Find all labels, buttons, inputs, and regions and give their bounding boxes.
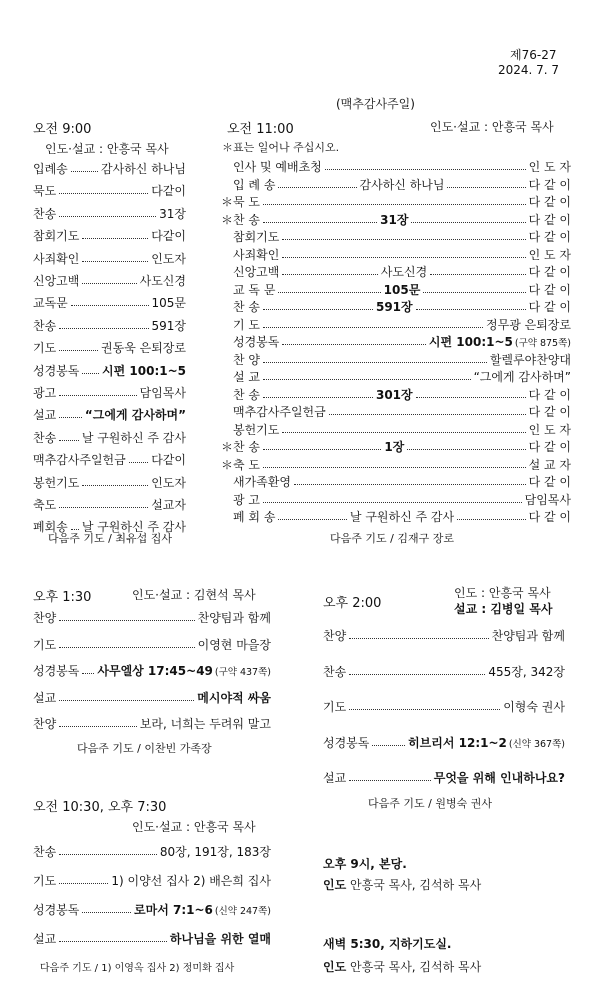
dot-leader [282, 257, 525, 258]
dot-leader [407, 449, 525, 450]
order-row [33, 227, 186, 244]
order-row [233, 351, 571, 368]
order-item-label: 인사 및 예배초청 [233, 160, 322, 174]
service-9am-leader: 인도·설교 : 안흥국 목사 [45, 142, 169, 156]
order-row [33, 317, 186, 334]
order-row [233, 158, 571, 175]
order-row [33, 182, 186, 199]
dot-leader [263, 327, 483, 328]
order-item-value: 담임목사 [524, 492, 571, 507]
service-1030am-time: 오전 10:30, 오후 7:30 [33, 800, 167, 815]
order-item-value: 다 같 이 [528, 300, 571, 314]
order-row [33, 496, 186, 513]
order-row [33, 384, 186, 401]
order-row [233, 246, 571, 263]
order-item-label: 폐 회 송 [233, 510, 276, 524]
service-2pm-time: 오후 2:00 [323, 596, 382, 611]
order-row [33, 362, 186, 379]
dot-leader [263, 467, 526, 468]
dot-leader [282, 344, 426, 345]
order-item-label: 기도 [33, 341, 57, 356]
order-item-value: 정무광 은퇴장로 [486, 317, 571, 332]
dot-leader [278, 187, 356, 188]
order-row [33, 160, 186, 177]
order-row [33, 901, 271, 918]
dot-leader [349, 709, 500, 710]
dot-leader [59, 328, 148, 329]
dot-leader [263, 379, 471, 380]
order-row [233, 316, 571, 333]
order-item-value: 감사하신 하나님 [101, 162, 186, 176]
dot-leader [263, 222, 377, 223]
order-item-label: 성경봉독 [33, 903, 80, 917]
order-row [33, 406, 186, 423]
order-item-label: 찬송 [33, 318, 57, 333]
service-dawn-leader-names: 안흥국 목사, 김석하 목사 [350, 960, 482, 974]
order-item-value: 하나님을 위한 열매 [169, 932, 271, 946]
order-row [33, 636, 271, 653]
order-row [323, 734, 565, 751]
bulletin-date: 2024. 7. 7 [498, 63, 560, 77]
order-item-value: 105문 [151, 296, 186, 311]
order-item-value: 80장, 191장, 183장 [159, 845, 271, 859]
dot-leader [349, 674, 485, 675]
order-item-label: 참회기도 [33, 229, 80, 244]
order-row [233, 368, 571, 385]
standing-marker: ＊ [221, 212, 234, 227]
order-row [221, 193, 571, 210]
order-row [233, 403, 571, 420]
order-item-value: 이영현 마을장 [197, 637, 271, 652]
order-item-value: 다 같 이 [528, 282, 571, 297]
dot-leader [430, 274, 525, 275]
order-row [233, 333, 571, 350]
dot-leader [447, 187, 525, 188]
order-item-label: 성경봉독 [33, 664, 80, 678]
order-row [33, 294, 186, 311]
dot-leader [263, 309, 373, 310]
dot-leader [59, 700, 194, 701]
order-row [233, 508, 571, 525]
service-9am-next-prayer: 다음주 기도 / 최유섭 집사 [48, 532, 172, 545]
order-item-value: 설 교 자 [528, 457, 571, 472]
order-item-label: 교 독 문 [233, 282, 276, 297]
dot-leader [282, 274, 377, 275]
dot-leader [282, 432, 525, 433]
order-row [33, 930, 271, 947]
dot-leader [263, 449, 381, 450]
dot-leader [82, 673, 94, 674]
dot-leader [59, 193, 148, 194]
dot-leader [263, 502, 522, 503]
standing-note: ＊표는 일어나 주십시오. [222, 141, 340, 154]
dot-leader [59, 507, 148, 508]
dot-leader [294, 484, 526, 485]
occasion-title: (맥추감사주일) [336, 97, 415, 111]
order-item-value: 시편 100:1~5 [102, 363, 186, 378]
dot-leader [82, 912, 131, 913]
dot-leader [282, 239, 525, 240]
order-item-label: 찬 송 [233, 440, 260, 454]
order-item-detail: 날 구원하신 주 감사 [349, 510, 455, 524]
order-item-detail: 1장 [384, 440, 405, 454]
dot-leader [59, 941, 167, 942]
standing-marker: ＊ [221, 440, 234, 454]
order-item-value: 할렐루야찬양대 [489, 352, 571, 367]
order-item-value: 인 도 자 [528, 160, 571, 174]
order-row [233, 491, 571, 508]
order-item-value: 담임목사 [139, 386, 186, 400]
order-item-value: 날 구원하신 주 감사 [81, 430, 186, 445]
service-1030am-leader: 인도·설교 : 안흥국 목사 [132, 820, 256, 834]
order-item-value: 시편 100:1~5 [428, 335, 513, 349]
service-dawn-leaders [323, 958, 481, 975]
order-item-label: 폐회송 [33, 520, 68, 535]
order-row [233, 421, 571, 438]
dot-leader [82, 373, 99, 374]
order-item-value: 31장 [159, 206, 186, 221]
dot-leader [59, 417, 82, 418]
order-row [233, 298, 571, 315]
order-item-value: 설교자 [151, 498, 186, 512]
order-row [323, 663, 565, 680]
order-item-value: “그에게 감사하며” [473, 370, 571, 384]
order-row [221, 438, 572, 455]
dot-leader [82, 283, 136, 284]
order-item-label: 설교 [33, 408, 57, 423]
order-item-label: 찬양 [323, 629, 347, 643]
order-row [33, 715, 271, 732]
order-item-label: 신앙고백 [33, 274, 80, 288]
order-item-value: 591장 [151, 318, 186, 333]
service-2pm-next-prayer: 다음주 기도 / 원병숙 권사 [368, 797, 492, 810]
order-item-label: 교독문 [33, 296, 68, 311]
dot-leader [278, 519, 347, 520]
order-row [33, 272, 186, 289]
order-item-value: 다같이 [151, 453, 186, 468]
service-11am-next-prayer: 다음주 기도 / 김재구 장로 [330, 532, 454, 545]
dot-leader [59, 647, 194, 648]
order-item-label: 성경봉독 [233, 335, 280, 349]
service-2pm-leader: 인도 : 안흥국 목사 [454, 586, 551, 600]
order-item-value: 권동욱 은퇴장로 [101, 341, 186, 356]
order-row [233, 281, 571, 298]
dot-leader [349, 780, 431, 781]
order-row [33, 451, 186, 468]
service-9pm-title: 오후 9시, 본당. [323, 857, 407, 871]
order-item-label: 입례송 [33, 162, 68, 176]
order-row [323, 627, 565, 644]
order-item-label: 입 례 송 [233, 177, 276, 192]
order-item-label: 찬송 [33, 206, 57, 221]
order-row [33, 474, 186, 491]
dot-leader [59, 350, 98, 351]
order-item-value: 날 구원하신 주 감사 [81, 520, 186, 535]
order-item-detail: 105문 [383, 282, 421, 297]
order-item-value: 로마서 7:1~6 [134, 903, 213, 917]
order-row [33, 843, 271, 860]
order-item-value: 인도자 [151, 475, 186, 490]
order-item-label: 묵도 [33, 184, 57, 199]
order-item-value: 다 같 이 [528, 440, 572, 454]
dot-leader [278, 292, 380, 293]
dot-leader [457, 519, 526, 520]
order-item-label: 설교 [33, 690, 57, 705]
order-item-label: 찬 송 [233, 300, 260, 314]
order-row [233, 473, 571, 490]
order-row [33, 429, 186, 446]
order-item-detail: 301장 [375, 387, 413, 402]
order-item-value: 인도자 [151, 251, 186, 266]
standing-marker: ＊ [221, 457, 234, 472]
order-item-label: 찬송 [323, 664, 347, 679]
dot-leader [416, 309, 526, 310]
order-row [221, 211, 572, 228]
order-item-label: 성경봉독 [33, 363, 80, 378]
dot-leader [59, 395, 136, 396]
order-item-value: 1) 이양선 집사 2) 배은희 집사 [111, 874, 271, 888]
service-9pm-leader-label: 인도 [323, 878, 347, 892]
order-item-label: 사죄확인 [233, 247, 280, 262]
dot-leader [129, 462, 148, 463]
order-row [33, 662, 271, 679]
dot-leader [372, 745, 405, 746]
order-item-value: 다 같 이 [528, 212, 572, 227]
order-item-value: 다 같 이 [528, 475, 571, 489]
order-item-label: 신앙고백 [233, 265, 280, 279]
order-item-value: 히브리서 12:1~2 [408, 735, 507, 750]
order-item-label: 찬 송 [233, 387, 260, 402]
service-11am-time: 오전 11:00 [227, 122, 294, 137]
order-row [33, 872, 271, 889]
order-row [323, 769, 565, 786]
order-item-label: 기도 [323, 700, 347, 714]
service-130pm-next-prayer: 다음주 기도 / 이찬빈 가족장 [77, 742, 212, 755]
dot-leader [263, 204, 526, 205]
order-item-label: 참회기도 [233, 230, 280, 244]
order-item-value: 사무엘상 17:45~49 [97, 664, 213, 678]
order-item-label: 광고 [33, 386, 57, 400]
order-item-label: 설 교 [233, 370, 260, 384]
order-item-value: 455장, 342장 [488, 664, 565, 679]
order-item-label: 찬 송 [233, 212, 260, 227]
service-9pm-leaders [323, 876, 481, 893]
service-9pm-leader-names: 안흥국 목사, 김석하 목사 [350, 878, 482, 892]
dot-leader [82, 261, 148, 262]
order-item-value: 다 같 이 [528, 510, 571, 524]
order-item-value: 사도신경 [139, 274, 186, 288]
order-item-label: 찬 양 [233, 352, 260, 367]
order-item-label: 기 도 [233, 317, 260, 332]
dot-leader [423, 292, 525, 293]
scripture-page: (신약 367쪽) [508, 738, 565, 750]
scripture-page: (신약 247쪽) [214, 906, 271, 917]
order-item-label: 설교 [323, 771, 347, 785]
order-item-value: 인 도 자 [528, 247, 571, 262]
order-item-value: 다 같 이 [528, 265, 571, 279]
order-row [33, 689, 271, 706]
dot-leader [416, 397, 526, 398]
order-item-value: 다같이 [151, 184, 186, 199]
order-item-label: 기도 [33, 637, 57, 652]
order-item-value: 찬양팀과 함께 [491, 629, 565, 643]
order-item-value: 찬양팀과 함께 [197, 611, 271, 625]
order-item-label: 찬송 [33, 430, 57, 445]
service-9am-time: 오전 9:00 [33, 122, 92, 137]
order-row [33, 339, 186, 356]
service-1030am-next-prayer: 다음주 기도 / 1) 이영옥 집사 2) 정미화 집사 [40, 963, 235, 974]
order-row [233, 263, 571, 280]
standing-marker: ＊ [221, 195, 234, 209]
dot-leader [329, 414, 526, 415]
order-item-label: 사죄확인 [33, 251, 80, 266]
dot-leader [71, 305, 149, 306]
order-item-label: 설교 [33, 932, 57, 946]
order-item-label: 묵 도 [233, 195, 260, 209]
dot-leader [411, 222, 525, 223]
order-row [33, 205, 186, 222]
order-row [221, 456, 571, 473]
order-item-label: 봉헌기도 [233, 422, 280, 437]
order-item-value: 다 같 이 [528, 230, 571, 244]
order-item-label: 새가족환영 [233, 475, 291, 489]
order-item-value: 보라, 너희는 두려워 말고 [139, 717, 271, 731]
order-item-detail: 감사하신 하나님 [359, 177, 445, 192]
order-row [233, 386, 571, 403]
dot-leader [59, 620, 194, 621]
service-130pm-time: 오후 1:30 [33, 590, 92, 605]
order-item-label: 찬양 [33, 717, 57, 731]
order-row [233, 228, 571, 245]
order-item-label: 찬양 [33, 611, 57, 625]
dot-leader [59, 216, 156, 217]
service-2pm-preacher: 설교 : 김병일 목사 [454, 602, 553, 616]
order-item-value: 다 같 이 [528, 195, 571, 209]
order-row [33, 609, 271, 626]
order-item-value: 이형숙 권사 [503, 700, 565, 714]
dot-leader [263, 362, 487, 363]
order-item-label: 축 도 [233, 457, 260, 472]
order-row [233, 176, 571, 193]
dot-leader [82, 238, 148, 239]
order-item-label: 기도 [33, 874, 57, 888]
order-item-label: 맥추감사주일헌금 [33, 453, 126, 468]
service-130pm-leader: 인도·설교 : 김현석 목사 [132, 588, 256, 602]
dot-leader [325, 169, 526, 170]
order-item-value: 인 도 자 [528, 422, 571, 437]
order-item-detail: 사도신경 [380, 265, 428, 279]
order-item-value: 다같이 [151, 229, 186, 244]
dot-leader [59, 854, 157, 855]
dot-leader [263, 397, 373, 398]
order-item-value: 무엇을 위해 인내하나요? [433, 771, 565, 785]
service-11am-leader: 인도·설교 : 안흥국 목사 [430, 120, 554, 134]
order-item-label: 봉헌기도 [33, 475, 80, 490]
dot-leader [59, 883, 108, 884]
order-item-label: 축도 [33, 498, 57, 512]
scripture-page: (구약 437쪽) [214, 667, 271, 678]
service-dawn-leader-label: 인도 [323, 960, 347, 974]
order-item-label: 맥추감사주일헌금 [233, 405, 326, 419]
order-item-detail: 31장 [380, 212, 409, 227]
order-row [33, 250, 186, 267]
order-item-value: “그에게 감사하며” [84, 408, 186, 423]
service-dawn-title: 새벽 5:30, 지하기도실. [323, 937, 452, 951]
dot-leader [59, 440, 79, 441]
order-item-label: 성경봉독 [323, 735, 370, 750]
order-item-detail: 591장 [375, 300, 413, 314]
order-item-value: 다 같 이 [528, 405, 571, 419]
order-item-value: 다 같 이 [528, 177, 571, 192]
order-item-label: 광 고 [233, 492, 260, 507]
dot-leader [71, 171, 98, 172]
order-row [323, 698, 565, 715]
dot-leader [59, 726, 137, 727]
scripture-page: (구약 875쪽) [514, 338, 571, 349]
order-item-value: 다 같 이 [528, 387, 571, 402]
dot-leader [349, 638, 488, 639]
order-item-value: 메시야적 싸움 [197, 690, 271, 705]
issue-number: 제76-27 [510, 48, 557, 62]
order-item-label: 찬송 [33, 845, 57, 859]
dot-leader [82, 485, 148, 486]
